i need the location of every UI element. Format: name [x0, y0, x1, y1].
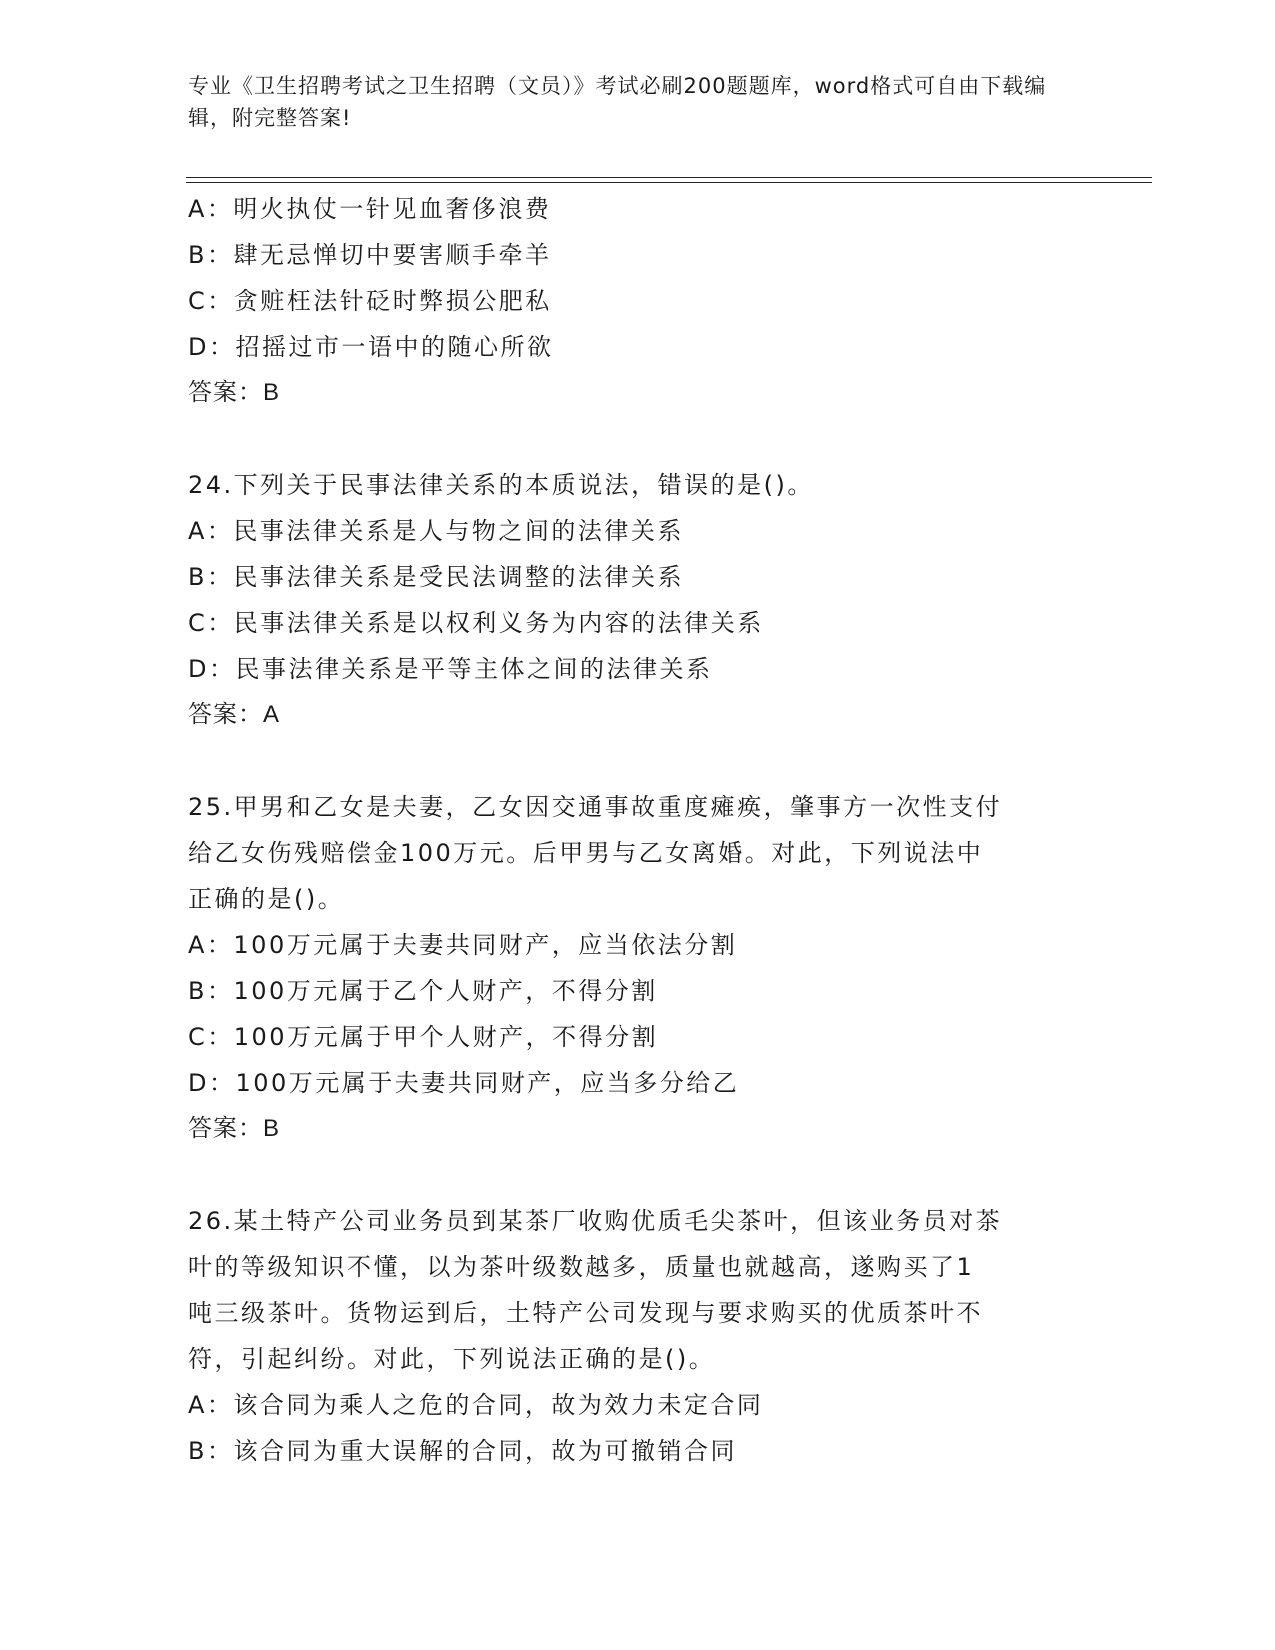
- option-c: C：100万元属于甲个人财产，不得分割: [188, 1023, 659, 1051]
- option-c: C：贪赃枉法针砭时弊损公肥私: [188, 287, 552, 315]
- question-text-line: 叶的等级知识不懂，以为茶叶级数越多，质量也就越高，遂购买了1: [188, 1253, 975, 1281]
- question-text-line: 正确的是()。: [188, 885, 345, 913]
- question-text-line: 25.甲男和乙女是夫妻，乙女因交通事故重度瘫痪，肇事方一次性支付: [188, 793, 1003, 821]
- option-a: A：明火执仗一针见血奢侈浪费: [188, 195, 552, 223]
- answer: 答案：B: [188, 379, 281, 406]
- spacer: [188, 1152, 1068, 1198]
- option-b: B：民事法律关系是受民法调整的法律关系: [188, 563, 684, 591]
- option-d: D：民事法律关系是平等主体之间的法律关系: [188, 655, 713, 683]
- option-d: D：招摇过市一语中的随心所欲: [188, 333, 554, 361]
- spacer: [188, 738, 1068, 784]
- question-text-line: 26.某土特产公司业务员到某茶厂收购优质毛尖茶叶，但该业务员对茶: [188, 1207, 1003, 1235]
- option-d: D：100万元属于夫妻共同财产，应当多分给乙: [188, 1069, 740, 1097]
- document-header: [188, 70, 1068, 134]
- question-text-line: 给乙女伤残赔偿金100万元。后甲男与乙女离婚。对此，下列说法中: [188, 839, 984, 867]
- option-a: A：民事法律关系是人与物之间的法律关系: [188, 517, 684, 545]
- answer: 答案：A: [188, 701, 281, 728]
- header-divider-bottom: [186, 182, 1152, 183]
- question-list: [188, 186, 1068, 1474]
- question-text-line: 吨三级茶叶。货物运到后，土特产公司发现与要求购买的优质茶叶不: [188, 1299, 983, 1327]
- option-c: C：民事法律关系是以权利义务为内容的法律关系: [188, 609, 764, 637]
- question-23: [188, 186, 1068, 416]
- header-divider-top: [186, 177, 1152, 178]
- answer: 答案：B: [188, 1115, 281, 1142]
- question-text-line: 符，引起纠纷。对此，下列说法正确的是()。: [188, 1345, 716, 1373]
- option-b: B：肆无忌惮切中要害顺手牵羊: [188, 241, 552, 269]
- option-b: B：100万元属于乙个人财产，不得分割: [188, 977, 658, 1005]
- question-24: [188, 462, 1068, 738]
- question-text: 24.下列关于民事法律关系的本质说法，错误的是()。: [188, 471, 814, 499]
- question-25: [188, 784, 1068, 1152]
- question-26: [188, 1198, 1068, 1474]
- option-b: B：该合同为重大误解的合同，故为可撤销合同: [188, 1437, 737, 1465]
- option-a: A：该合同为乘人之危的合同，故为效力未定合同: [188, 1391, 764, 1419]
- spacer: [188, 416, 1068, 462]
- option-a: A：100万元属于夫妻共同财产，应当依法分割: [188, 931, 738, 959]
- header-intro: 专业《卫生招聘考试之卫生招聘（文员）》考试必刷200题题库，word格式可自由下载编辑，附完整答案!: [188, 74, 1047, 130]
